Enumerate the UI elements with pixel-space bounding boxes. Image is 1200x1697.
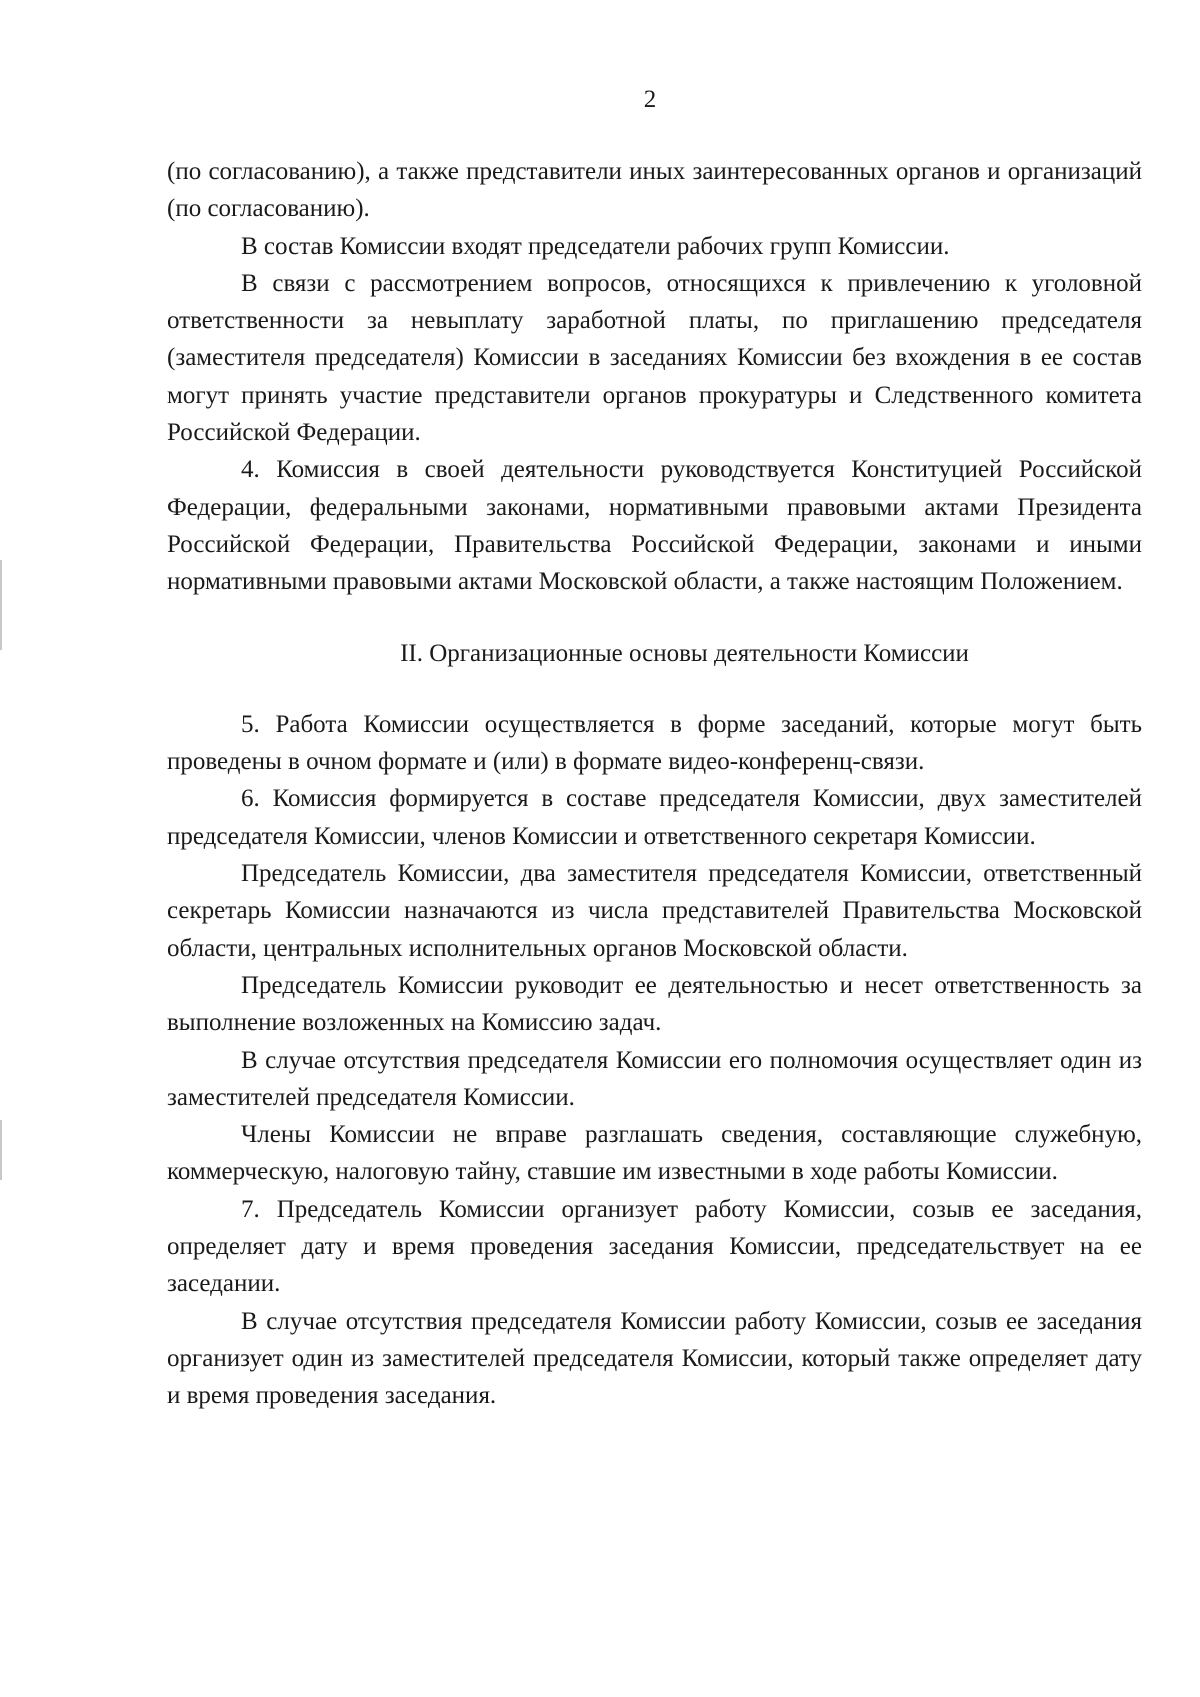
paragraph: 6. Комиссия формируется в составе председателя Комиссии, двух заместителей председателя Комиссии, членов Комиссии и ответственного секретаря Комиссии. [167,785,1142,850]
paragraph: Председатель Комиссии руководит ее деятельностью и несет ответственность за выполнение возложенных на Комиссию задач. [167,971,1142,1037]
paragraph: В связи с рассмотрением вопросов, относящихся к привлечению к уголовной ответственности за невыплату заработной платы, по приглашению председателя (заместителя председателя) Комиссии в заседаниях Комиссии без вхождения в ее состав могут принять участие представители органов прокуратуры и Следственного комитета Российской Федерации. [167,269,1142,447]
scan-edge-mark [0,1120,2,1180]
paragraph: В случае отсутствия председателя Комиссии его полномочия осуществляет один из заместителей председателя Комиссии. [167,1046,1142,1111]
scan-edge-mark [0,560,2,650]
page-number: 2 [643,86,657,113]
paragraph: Члены Комиссии не вправе разглашать сведения, составляющие служебную, коммерческую, налоговую тайну, ставшие им известными в ходе работы Комиссии. [167,1121,1142,1186]
paragraph: В случае отсутствия председателя Комиссии работу Комиссии, созыв ее заседания организует один из заместителей председателя Комиссии, который также определяет дату и время проведения заседания. [167,1307,1142,1410]
section-heading: II. Организационные основы деятельности Комиссии [400,639,969,667]
paragraph: 5. Работа Комиссии осуществляется в форме заседаний, которые могут быть проведены в очном формате и (или) в формате видео-конференц-связи. [167,710,1142,776]
paragraph: 4. Комиссия в своей деятельности руководствуется Конституцией Российской Федерации, федеральными законами, нормативными правовыми актами Президента Российской Федерации, Правительства Российской Федерации, законами и иными нормативными правовыми актами Московской области, а также настоящим Положением. [167,456,1142,596]
paragraph: 7. Председатель Комиссии организует работу Комиссии, созыв ее заседания, определяет дату и время проведения заседания Комиссии, председательствует на ее заседании. [167,1195,1142,1298]
paragraph: (по согласованию), а также представители иных заинтересованных органов и организаций (по согласованию). [167,158,1142,223]
paragraph: В состав Комиссии входят председатели рабочих групп Комиссии. [241,232,950,260]
paragraph: Председатель Комиссии, два заместителя председателя Комиссии, ответственный секретарь Комиссии назначаются из числа представителей Правительства Московской области, центральных исполнительных органов Московской области. [167,860,1142,962]
document-body [167,153,1142,1415]
